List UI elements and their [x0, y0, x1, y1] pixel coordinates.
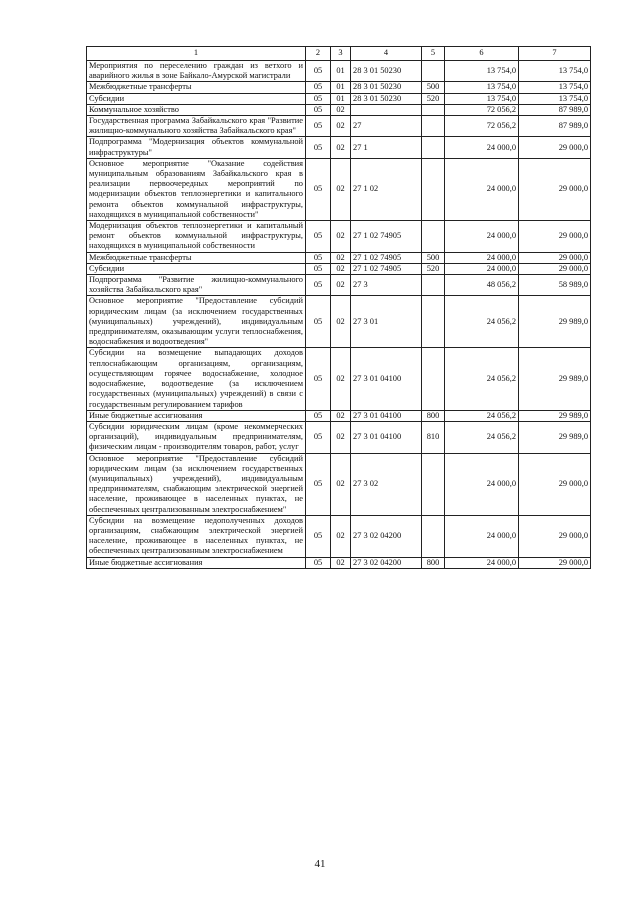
expense-type-cell [422, 137, 445, 158]
target-article-cell: 27 3 01 04100 [351, 410, 422, 421]
table-row [87, 137, 591, 158]
row-name-cell: Основное мероприятие "Предоставление субсидий юридическим лицам (за исключением государственных (муниципальных) учреждений), индивидуальным предпринимателям, снабжающим электрической энергией население, проживающее в населенных пунктах, не обеспеченных централизованным электроснабжением" [87, 453, 306, 515]
amount-year1-cell: 24 000,0 [445, 137, 519, 158]
row-name-cell: Государственная программа Забайкальского края "Развитие жилищно-коммунального хозяйства Забайкальского края" [87, 116, 306, 137]
subsection-code-cell: 01 [331, 82, 351, 93]
amount-year1-cell: 24 056,2 [445, 421, 519, 453]
column-header: 3 [331, 47, 351, 61]
row-name-cell: Подпрограмма "Развитие жилищно-коммунального хозяйства Забайкальского края" [87, 275, 306, 296]
amount-year1-cell: 24 000,0 [445, 252, 519, 263]
subsection-code-cell: 02 [331, 104, 351, 115]
amount-year1-cell: 24 000,0 [445, 221, 519, 253]
subsection-code-cell: 02 [331, 410, 351, 421]
amount-year2-cell: 29 989,0 [519, 410, 591, 421]
amount-year2-cell: 29 000,0 [519, 263, 591, 274]
expense-type-cell: 810 [422, 421, 445, 453]
target-article-cell: 27 3 02 [351, 453, 422, 515]
table-row [87, 82, 591, 93]
section-code-cell: 05 [306, 275, 331, 296]
table-row [87, 252, 591, 263]
target-article-cell: 27 3 01 04100 [351, 348, 422, 410]
target-article-cell: 27 3 01 04100 [351, 421, 422, 453]
section-code-cell: 05 [306, 263, 331, 274]
target-article-cell: 27 [351, 116, 422, 137]
amount-year1-cell: 24 000,0 [445, 515, 519, 557]
amount-year1-cell: 24 056,2 [445, 410, 519, 421]
section-code-cell: 05 [306, 410, 331, 421]
amount-year2-cell: 29 000,0 [519, 221, 591, 253]
subsection-code-cell: 02 [331, 116, 351, 137]
row-name-cell: Межбюджетные трансферты [87, 82, 306, 93]
section-code-cell: 05 [306, 82, 331, 93]
target-article-cell: 28 3 01 50230 [351, 93, 422, 104]
amount-year2-cell: 29 000,0 [519, 252, 591, 263]
row-name-cell: Субсидии [87, 263, 306, 274]
table-header-row [87, 47, 591, 61]
expense-type-cell: 500 [422, 82, 445, 93]
amount-year1-cell: 24 000,0 [445, 158, 519, 220]
section-code-cell: 05 [306, 421, 331, 453]
column-header: 2 [306, 47, 331, 61]
subsection-code-cell: 02 [331, 158, 351, 220]
target-article-cell: 27 1 [351, 137, 422, 158]
amount-year2-cell: 29 000,0 [519, 453, 591, 515]
section-code-cell: 05 [306, 61, 331, 82]
section-code-cell: 05 [306, 137, 331, 158]
expense-type-cell [422, 348, 445, 410]
page-number: 41 [314, 858, 326, 870]
amount-year2-cell: 58 989,0 [519, 275, 591, 296]
column-header: 6 [445, 47, 519, 61]
column-header: 1 [87, 47, 306, 61]
row-name-cell: Основное мероприятие "Оказание содействия муниципальным образованиям Забайкальского края в реализации первоочередных мероприятий по модернизации объектов теплоэнергетики и капитального ремонта объектов коммунальной инфраструктуры, находящихся в муниципальной собственности" [87, 158, 306, 220]
expense-type-cell [422, 221, 445, 253]
target-article-cell: 27 3 01 [351, 296, 422, 348]
amount-year1-cell: 72 056,2 [445, 116, 519, 137]
column-header: 5 [422, 47, 445, 61]
budget-table [86, 46, 591, 569]
table-row [87, 421, 591, 453]
amount-year1-cell: 24 056,2 [445, 296, 519, 348]
expense-type-cell [422, 453, 445, 515]
target-article-cell: 27 1 02 74905 [351, 252, 422, 263]
target-article-cell: 28 3 01 50230 [351, 82, 422, 93]
row-name-cell: Коммунальное хозяйство [87, 104, 306, 115]
expense-type-cell [422, 61, 445, 82]
table-row [87, 104, 591, 115]
target-article-cell: 27 1 02 74905 [351, 263, 422, 274]
amount-year2-cell: 13 754,0 [519, 61, 591, 82]
subsection-code-cell: 01 [331, 61, 351, 82]
section-code-cell: 05 [306, 557, 331, 568]
subsection-code-cell: 01 [331, 93, 351, 104]
row-name-cell: Субсидии на возмещение недополученных доходов организациям, снабжающим электрической энергией население, проживающее в населенных пунктах, не обеспеченных централизованным электроснабжением [87, 515, 306, 557]
expense-type-cell: 800 [422, 557, 445, 568]
column-header: 7 [519, 47, 591, 61]
table-row [87, 116, 591, 137]
section-code-cell: 05 [306, 221, 331, 253]
table-row [87, 263, 591, 274]
table-row [87, 557, 591, 568]
amount-year1-cell: 24 000,0 [445, 557, 519, 568]
amount-year1-cell: 24 000,0 [445, 453, 519, 515]
subsection-code-cell: 02 [331, 252, 351, 263]
expense-type-cell [422, 104, 445, 115]
amount-year1-cell: 13 754,0 [445, 61, 519, 82]
expense-type-cell [422, 116, 445, 137]
expense-type-cell [422, 158, 445, 220]
row-name-cell: Иные бюджетные ассигнования [87, 557, 306, 568]
amount-year2-cell: 29 989,0 [519, 421, 591, 453]
table-row [87, 61, 591, 82]
row-name-cell: Субсидии [87, 93, 306, 104]
row-name-cell: Модернизация объектов теплоэнергетики и капитальный ремонт объектов коммунальной инфраструктуры, находящихся в муниципальной собственности [87, 221, 306, 253]
subsection-code-cell: 02 [331, 263, 351, 274]
amount-year2-cell: 29 000,0 [519, 557, 591, 568]
subsection-code-cell: 02 [331, 348, 351, 410]
section-code-cell: 05 [306, 252, 331, 263]
amount-year1-cell: 72 056,2 [445, 104, 519, 115]
table-row [87, 515, 591, 557]
amount-year1-cell: 13 754,0 [445, 93, 519, 104]
table-row [87, 93, 591, 104]
column-header: 4 [351, 47, 422, 61]
target-article-cell: 27 1 02 74905 [351, 221, 422, 253]
section-code-cell: 05 [306, 348, 331, 410]
subsection-code-cell: 02 [331, 221, 351, 253]
section-code-cell: 05 [306, 104, 331, 115]
expense-type-cell: 500 [422, 252, 445, 263]
table-row [87, 348, 591, 410]
amount-year2-cell: 13 754,0 [519, 82, 591, 93]
amount-year2-cell: 29 000,0 [519, 515, 591, 557]
expense-type-cell [422, 296, 445, 348]
amount-year2-cell: 87 989,0 [519, 116, 591, 137]
row-name-cell: Основное мероприятие "Предоставление субсидий юридическим лицам (за исключением государственных (муниципальных) учреждений), индивидуальным предпринимателям, оказывающим услуги теплоснабжения, водоснабжения и водоотведения" [87, 296, 306, 348]
amount-year1-cell: 48 056,2 [445, 275, 519, 296]
row-name-cell: Субсидии юридическим лицам (кроме некоммерческих организаций), индивидуальным предпринимателям, физическим лицам - производителям товаров, работ, услуг [87, 421, 306, 453]
section-code-cell: 05 [306, 296, 331, 348]
section-code-cell: 05 [306, 515, 331, 557]
section-code-cell: 05 [306, 93, 331, 104]
expense-type-cell [422, 515, 445, 557]
section-code-cell: 05 [306, 453, 331, 515]
subsection-code-cell: 02 [331, 296, 351, 348]
section-code-cell: 05 [306, 116, 331, 137]
amount-year2-cell: 87 989,0 [519, 104, 591, 115]
table-row [87, 453, 591, 515]
table-row [87, 410, 591, 421]
subsection-code-cell: 02 [331, 275, 351, 296]
row-name-cell: Мероприятия по переселению граждан из ветхого и аварийного жилья в зоне Байкало-Амурской магистрали [87, 61, 306, 82]
expense-type-cell: 520 [422, 263, 445, 274]
subsection-code-cell: 02 [331, 515, 351, 557]
target-article-cell [351, 104, 422, 115]
row-name-cell: Межбюджетные трансферты [87, 252, 306, 263]
subsection-code-cell: 02 [331, 557, 351, 568]
row-name-cell: Субсидии на возмещение выпадающих доходов теплоснабжающим организациям, организациям, осуществляющим горячее водоснабжение, холодное водоснабжение, водоотведение (за исключением государственных (муниципальных) учреждений) в связи с государственным регулированием тарифов [87, 348, 306, 410]
amount-year2-cell: 29 989,0 [519, 348, 591, 410]
row-name-cell: Подпрограмма "Модернизация объектов коммунальной инфраструктуры" [87, 137, 306, 158]
target-article-cell: 27 3 [351, 275, 422, 296]
target-article-cell: 27 1 02 [351, 158, 422, 220]
amount-year1-cell: 24 056,2 [445, 348, 519, 410]
expense-type-cell: 520 [422, 93, 445, 104]
amount-year2-cell: 29 000,0 [519, 158, 591, 220]
amount-year2-cell: 13 754,0 [519, 93, 591, 104]
amount-year1-cell: 13 754,0 [445, 82, 519, 93]
target-article-cell: 27 3 02 04200 [351, 515, 422, 557]
subsection-code-cell: 02 [331, 421, 351, 453]
amount-year2-cell: 29 989,0 [519, 296, 591, 348]
expense-type-cell [422, 275, 445, 296]
subsection-code-cell: 02 [331, 453, 351, 515]
table-row [87, 296, 591, 348]
table-row [87, 221, 591, 253]
row-name-cell: Иные бюджетные ассигнования [87, 410, 306, 421]
expense-type-cell: 800 [422, 410, 445, 421]
target-article-cell: 27 3 02 04200 [351, 557, 422, 568]
table-row [87, 158, 591, 220]
amount-year1-cell: 24 000,0 [445, 263, 519, 274]
section-code-cell: 05 [306, 158, 331, 220]
target-article-cell: 28 3 01 50230 [351, 61, 422, 82]
amount-year2-cell: 29 000,0 [519, 137, 591, 158]
table-row [87, 275, 591, 296]
subsection-code-cell: 02 [331, 137, 351, 158]
